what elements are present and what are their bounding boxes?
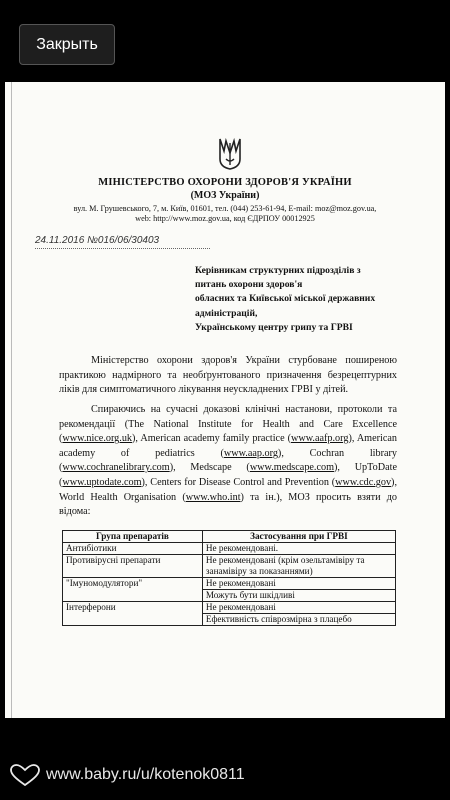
recipient-line: обласних та Київської міської державних — [195, 293, 376, 305]
paragraph-text: ), UpToDate ( — [59, 462, 397, 488]
link-aap[interactable]: www.aap.org — [223, 447, 278, 459]
recipients-block — [195, 264, 435, 335]
paragraph-text: ) та ін.), МОЗ просить взяти до відома: — [59, 491, 397, 518]
paragraph-text: ), World Health Organisation ( — [59, 476, 397, 503]
document-number: 24.11.2016 №016/06/30403 — [35, 235, 160, 246]
paragraph-text: Міністерство охорони здоров'я України стурбоване поширеною практикою надмірного та необґрунтованого призначення безрецептурних ліків для симптоматичного лікування неускладнених ГРВІ у дітей. — [59, 355, 397, 396]
usage-cell — [202, 543, 395, 555]
drug-group-cell: Антибіотики — [63, 543, 203, 555]
address-line: web: http://www.moz.gov.ua, код ЄДРПОУ 00012925 — [135, 214, 315, 223]
paragraph-text: ), Centers for Disease Control and Prevention ( — [141, 476, 336, 488]
paragraph-text: ), Medscape ( — [169, 462, 250, 474]
paragraph-text: ), Cochran library ( — [59, 447, 397, 474]
table-row — [63, 602, 396, 626]
number-underline — [35, 248, 210, 249]
viewer-top-bar — [0, 0, 450, 82]
usage-cell — [202, 578, 395, 602]
usage-text: Можуть бути шкідливі — [203, 589, 395, 601]
usage-text: Не рекомендовані — [205, 578, 276, 588]
recipient-line: Керівникам структурних підрозділів з — [195, 265, 361, 276]
ministry-address — [25, 204, 425, 224]
drug-group-cell: Противірусні препарати — [63, 555, 203, 578]
column-header: Група препаратів — [63, 531, 203, 543]
link-aafp[interactable]: www.aafp.org — [291, 433, 349, 445]
table-row — [63, 578, 396, 602]
usage-cell — [202, 555, 395, 578]
ministry-subtitle: (МОЗ України) — [190, 190, 260, 201]
recipient-line: питань охорони здоров'я — [195, 279, 303, 291]
paragraph-text: ), American academy of pediatrics ( — [59, 433, 397, 459]
usage-text: Не рекомендовані. — [205, 543, 279, 553]
document-image — [5, 82, 445, 718]
usage-text: Ефективність співрозмірна з плацебо — [203, 613, 395, 625]
link-uptodate[interactable]: www.uptodate.com — [62, 476, 142, 488]
watermark — [10, 764, 245, 786]
close-button[interactable]: Закрыть — [19, 24, 115, 65]
table-row — [63, 543, 396, 555]
recipient-line: адміністрацій, — [195, 307, 258, 319]
drug-group-cell: "Імуномодулятори" — [63, 578, 203, 602]
column-header: Застосування при ГРВІ — [202, 531, 395, 543]
heart-logo-icon — [10, 764, 40, 786]
table-row — [63, 555, 396, 578]
drug-group-cell: Інтерферони — [63, 602, 203, 626]
recipient-line: Українському центру грипу та ГРВІ — [195, 321, 353, 333]
link-cochrane[interactable]: www.cochranelibrary.com — [62, 462, 170, 474]
link-medscape[interactable]: www.medscape.com — [249, 462, 335, 474]
link-who[interactable]: www.who.int — [185, 491, 241, 503]
ministry-title: МІНІСТЕРСТВО ОХОРОНИ ЗДОРОВ'Я УКРАЇНИ — [98, 177, 352, 188]
trident-emblem-icon — [217, 137, 243, 171]
link-cdc[interactable]: www.cdc.gov — [335, 476, 392, 488]
usage-text: Не рекомендовані — [205, 602, 276, 612]
paragraph-text: ), American academy family practice ( — [132, 433, 291, 445]
address-line: вул. М. Грушевського, 7, м. Київ, 01601, тел. (044) 253-61-94, E-mail: moz@moz.gov.ua, — [73, 204, 377, 213]
body-paragraph — [59, 403, 397, 520]
body-paragraph — [59, 354, 397, 398]
link-nice[interactable]: www.nice.org.uk — [62, 433, 133, 445]
viewer-bottom-bar — [0, 718, 450, 800]
usage-cell — [202, 602, 395, 626]
watermark-text: www.baby.ru/u/kotenok0811 — [46, 766, 245, 783]
table-header-row — [63, 531, 396, 543]
drug-usage-table — [62, 530, 396, 626]
paragraph-text: Спираючись на сучасні доказові клінічні настанови, протоколи та рекомендації (The National Institute for Health and Care Excellence ( — [59, 404, 397, 445]
usage-text: Не рекомендовані (крім озельтамівіру та занамівіру за показаннями) — [205, 555, 365, 576]
